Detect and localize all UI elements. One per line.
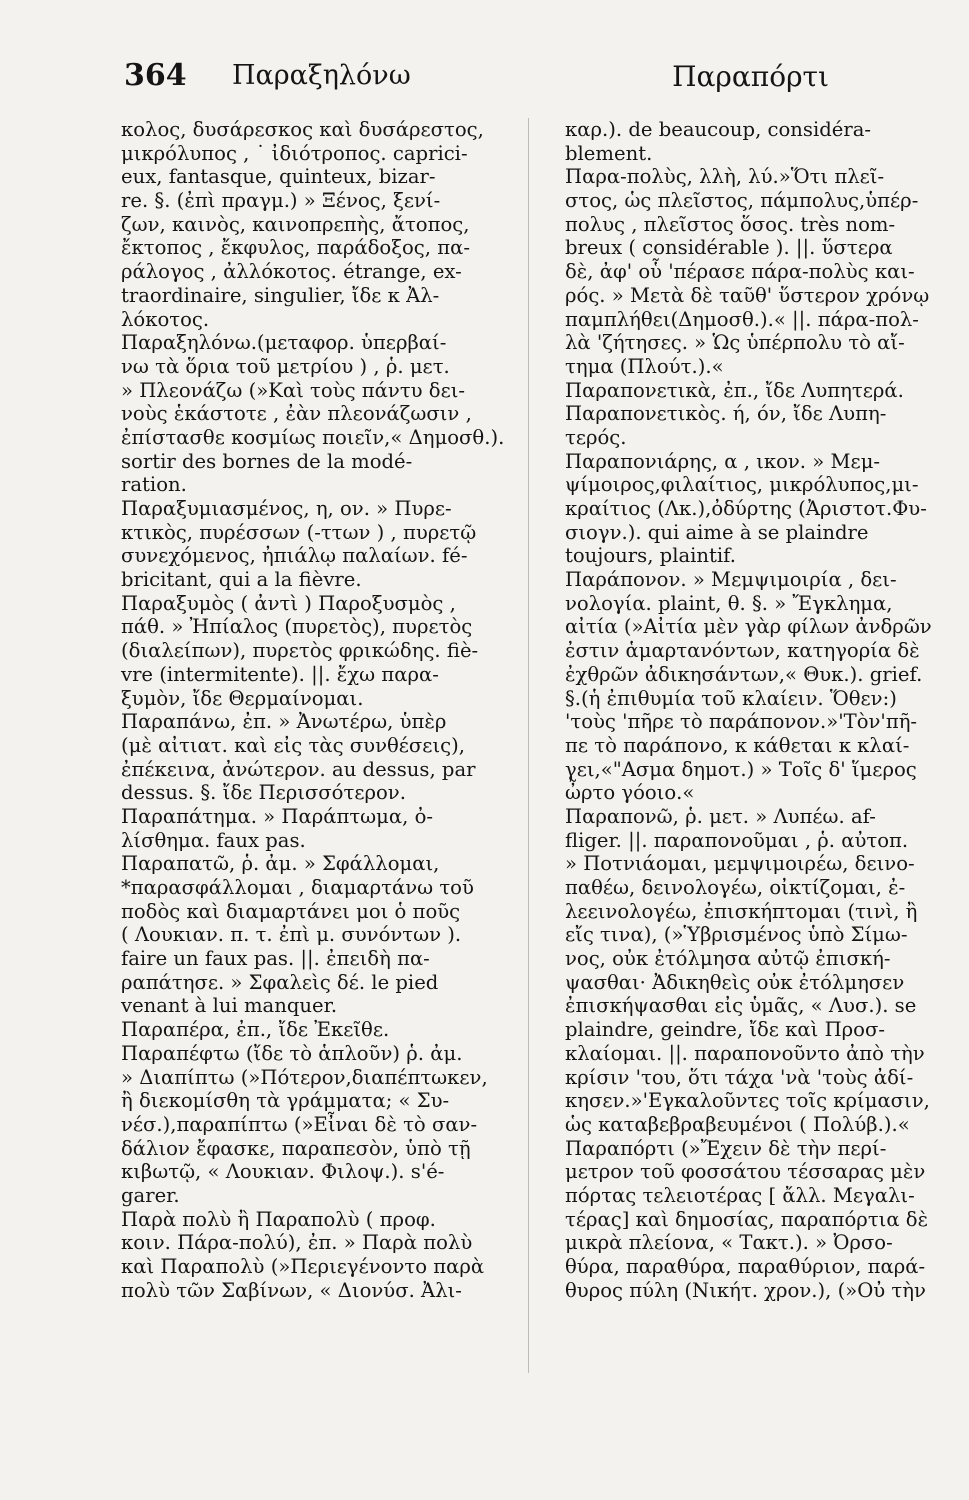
text-line: νος, οὐκ ἐτόλμησα αὐτῷ ἐπισκή- bbox=[565, 947, 891, 971]
text-line: πάθ. » Ἠπίαλος (πυρετὸς), πυρετὸς bbox=[121, 615, 473, 639]
text-line: fliger. ||. παραπονοῦμαι , ῥ. αὐτοπ. bbox=[565, 828, 909, 852]
text-line: ραπάτησε. » Σφαλεὶς δέ. le pied bbox=[121, 970, 439, 994]
text-line: Παραξηλόνω.(μεταφορ. ὑπερβαί- bbox=[121, 331, 447, 355]
text-line: νολογία. plaint, θ. §. » Ἔγκλημα, bbox=[565, 591, 893, 615]
text-line: λόκοτος. bbox=[121, 307, 210, 331]
text-line: » Πλεονάζω (»Καὶ τοὺς πάντυ δει- bbox=[121, 378, 466, 402]
left-running-head: Παραξηλόνω bbox=[232, 60, 411, 91]
text-line: faire un faux pas. ||. ἐπειδὴ πα- bbox=[121, 947, 430, 971]
text-line: παθέω, δεινολογέω, οἰκτίζομαι, ἐ- bbox=[565, 876, 906, 899]
left-column bbox=[121, 118, 506, 1302]
text-line: eux, fantasque, quinteux, bizar- bbox=[121, 165, 436, 189]
text-line: ration. bbox=[121, 473, 187, 497]
text-line: στος, ὡς πλεῖστος, πάμπολυς,ὑπέρ- bbox=[565, 189, 919, 213]
text-line: dessus. §. ἴδε Περισσότερον. bbox=[121, 781, 406, 805]
page-header bbox=[0, 58, 969, 108]
text-line: τερός. bbox=[565, 425, 627, 449]
right-running-head: Παραπόρτι bbox=[672, 60, 829, 93]
text-line: Παρὰ πολὺ ἢ Παραπολὺ ( προφ. bbox=[121, 1207, 436, 1231]
text-line: συνεχόμενος, ἠπιάλῳ παλαίων. fé- bbox=[121, 544, 468, 568]
text-line: (μὲ αἰτιατ. καὶ εἰς τὰς συνθέσεις), bbox=[121, 733, 465, 757]
text-line: (διαλείπων), πυρετὸς φρικώδης. fiè- bbox=[121, 639, 479, 663]
text-line: λίσθημα. faux pas. bbox=[121, 828, 306, 852]
text-line: πόρτας τελειοτέρας [ ἄλλ. Μεγαλι- bbox=[565, 1183, 915, 1207]
text-line: ἐχθρῶν ἀδικησάντων,« Θυκ.). grief. bbox=[565, 662, 923, 686]
text-line: Παραπάνω, ἐπ. » Ἀνωτέρω, ὑπὲρ bbox=[121, 710, 447, 734]
text-line: ἐπέκεινα, ἀνώτερον. au dessus, par bbox=[121, 757, 476, 781]
text-line: ὡς καταβεβραβευμένοι ( Πολύβ.).« bbox=[565, 1112, 910, 1136]
text-line: §.(ἡ ἐπιθυμία τοῦ κλαίειν. Ὅθεν:) bbox=[565, 686, 897, 710]
text-line: Παράπονον. » Μεμψιμοιρία , δει- bbox=[565, 568, 897, 592]
text-line: Παραπατῶ, ῥ. ἀμ. » Σφάλλομαι, bbox=[121, 852, 440, 876]
text-line: Παρα-πολὺς, λλὴ, λύ.»Ὅτι πλεῖ- bbox=[565, 165, 885, 189]
text-line: ἔκτοπος , ἔκφυλος, παράδοξος, πα- bbox=[121, 236, 470, 260]
text-line: θυρος πύλη (Νικήτ. χρον.), (»Οὐ τὴν bbox=[565, 1278, 926, 1302]
text-line: Παραξυμὸς ( ἀντὶ ) Παροξυσμὸς , bbox=[121, 591, 456, 615]
text-line: κολος, δυσάρεσκος καὶ δυσάρεστος, bbox=[121, 118, 484, 141]
text-line: Παραπέφτω (ἴδε τὸ ἁπλοῦν) ῥ. ἀμ. bbox=[121, 1041, 463, 1065]
text-line: καρ.). de beaucoup, considéra- bbox=[565, 118, 872, 141]
text-line: Παραπονετικὰ, ἐπ., ἴδε Λυπητερά. bbox=[565, 378, 904, 402]
text-line: ὦρτο γόοιο.« bbox=[565, 781, 695, 805]
text-line: re. §. (ἐπὶ πραγμ.) » Ξένος, ξενί- bbox=[121, 189, 441, 213]
text-line: μικρόλυπος , ˙ ἰδιότροπος. caprici- bbox=[121, 141, 468, 165]
text-line: κτικὸς, πυρέσσων (-ττων ) , πυρετῷ bbox=[121, 520, 477, 544]
text-line: Παραξυμιασμένος, η, ον. » Πυρε- bbox=[121, 497, 452, 520]
text-line: plaindre, geindre, ἴδε καὶ Προσ- bbox=[565, 1018, 885, 1042]
text-line: vre (intermitente). ||. ἔχω παρα- bbox=[121, 662, 439, 686]
text-line: breux ( considérable ). ||. ὕστερα bbox=[565, 236, 893, 260]
text-line: πε τὸ παράπονο, κ κάθεται κ κλαί- bbox=[565, 733, 910, 757]
text-line: Παραπονῶ, ῥ. μετ. » Λυπέω. af- bbox=[565, 804, 876, 828]
text-line: τημα (Πλούτ.).« bbox=[565, 354, 724, 378]
text-line: λεεινολογέω, ἐπισκήπτομαι (τινὶ, ἢ bbox=[565, 899, 918, 923]
text-line: Παραπόρτι (»Ἔχειν δὲ τὴν περί- bbox=[565, 1136, 887, 1160]
text-line: ρός. » Μετὰ δὲ ταῦθ' ὕστερον χρόνῳ bbox=[565, 283, 930, 307]
text-line: venant à lui manquer. bbox=[121, 994, 338, 1018]
text-line: toujours, plaintif. bbox=[565, 544, 736, 568]
text-line: σιογν.). qui aime à se plaindre bbox=[565, 520, 869, 544]
text-line: ψασθαι· Ἀδικηθεὶς οὐκ ἐτόλμησεν bbox=[565, 970, 905, 994]
text-line: 'τοὺς 'πῆρε τὸ παράπονον.»'Τὸν'πῆ- bbox=[565, 710, 918, 734]
text-line: garer. bbox=[121, 1183, 180, 1207]
text-line: μετρον τοῦ φοσσάτου τέσσαρας μὲν bbox=[565, 1160, 926, 1184]
text-line: κραίτιος (Λκ.),ὀδύρτης (Ἀριστοτ.Φυ- bbox=[565, 497, 927, 520]
text-line: ἐπίστασθε κοσμίως ποιεῖν,« Δημοσθ.). bbox=[121, 425, 505, 449]
text-line: κλαίομαι. ||. παραπονοῦντο ἀπὸ τὴν bbox=[565, 1041, 925, 1065]
text-line: ἢ διεκομίσθη τὰ γράμματα; « Συ- bbox=[121, 1089, 450, 1113]
text-line: ( Λουκιαν. π. τ. ἐπὶ μ. συνόντων ). bbox=[121, 923, 462, 947]
text-line: ράλογος , ἀλλόκοτος. étrange, ex- bbox=[121, 260, 462, 284]
text-line: θύρα, παραθύρα, παραθύριον, παρά- bbox=[565, 1255, 926, 1278]
text-line: ξυμὸν, ἴδε Θερμαίνομαι. bbox=[121, 686, 364, 710]
text-line: κησεν.»'Εγκαλοῦντες τοῖς κρίμασιν, bbox=[565, 1089, 930, 1113]
text-line: Παραπάτημα. » Παράπτωμα, ὀ- bbox=[121, 804, 433, 828]
text-line: ποδὸς καὶ διαμαρτάνει μοι ὁ ποῦς bbox=[121, 899, 461, 923]
text-line: ἐστιν ἁμαρτανόντων, κατηγορία δὲ bbox=[565, 639, 920, 663]
column-divider bbox=[528, 118, 529, 1373]
text-line: blement. bbox=[565, 141, 653, 165]
page-number: 364 bbox=[124, 58, 187, 93]
text-line: αἰτία (»Αἰτία μὲν γὰρ φίλων ἀνδρῶν bbox=[565, 615, 932, 639]
text-line: ἐπισκήψασθαι εἰς ὑμᾶς, « Λυσ.). se bbox=[565, 994, 917, 1018]
text-line: μικρὰ πλείονα, « Τακτ.). » Ὀρσο- bbox=[565, 1231, 893, 1255]
text-line: κοιν. Πάρα-πολύ), ἐπ. » Παρὰ πολὺ bbox=[121, 1231, 473, 1255]
right-column bbox=[565, 118, 950, 1302]
text-line: τέρας] καὶ δημοσίας, παραπόρτια δὲ bbox=[565, 1207, 929, 1231]
text-line: sortir des bornes de la modé- bbox=[121, 449, 413, 473]
text-line: ψίμοιρος,φιλαίτιος, μικρόλυπος,μι- bbox=[565, 473, 919, 497]
text-line: νέσ.),παραπίπτω (»Εἶναι δὲ τὸ σαν- bbox=[121, 1112, 478, 1136]
text-line: traordinaire, singulier, ἴδε κ Ἀλ- bbox=[121, 283, 440, 307]
text-line: νω τὰ ὅρια τοῦ μετρίου ) , ῥ. μετ. bbox=[121, 354, 450, 378]
text-line: ζων, καινὸς, καινοπρεπὴς, ἄτοπος, bbox=[121, 212, 470, 236]
text-line: λὰ 'ζήτησες. » Ὡς ὑπέρπολυ τὸ αἴ- bbox=[565, 331, 905, 355]
text-line: κρίσιν 'του, ὅτι τάχα 'νὰ 'τοὺς ἀδί- bbox=[565, 1065, 914, 1089]
text-line: εἴς τινα), (»Ὑβρισμένος ὑπὸ Σίμω- bbox=[565, 923, 908, 947]
text-line: δὲ, ἀφ' οὗ 'πέρασε πάρα-πολὺς και- bbox=[565, 260, 915, 284]
text-line: Παραπέρα, ἐπ., ἴδε Ἐκεῖθε. bbox=[121, 1018, 390, 1042]
text-line: παμπλήθει(Δημοσθ.).« ||. πάρα-πολ- bbox=[565, 307, 919, 331]
text-line: καὶ Παραπολὺ (»Περιεγένοντο παρὰ bbox=[121, 1255, 485, 1278]
text-line: νοὺς ἑκάστοτε , ἐὰν πλεονάζωσιν , bbox=[121, 402, 472, 426]
text-line: » Ποτνιάομαι, μεμψιμοιρέω, δεινο- bbox=[565, 852, 915, 876]
text-line: » Διαπίπτω (»Πότερον,διαπέπτωκεν, bbox=[121, 1065, 488, 1089]
text-line: *παρασφάλλομαι , διαμαρτάνω τοῦ bbox=[121, 876, 474, 899]
text-line: Παραπονετικὸς. ή, όν, ἴδε Λυπη- bbox=[565, 402, 887, 426]
text-line: γει,«"Ασμα δημοτ.) » Τοῖς δ' ἵμερος bbox=[565, 757, 917, 781]
text-line: δάλιον ἔφασκε, παραπεσὸν, ὑπὸ τῇ bbox=[121, 1136, 471, 1160]
text-line: Παραπονιάρης, α , ικον. » Μεμ- bbox=[565, 449, 881, 473]
text-line: πολὺ τῶν Σαβίνων, « Διονύσ. Ἀλι- bbox=[121, 1278, 462, 1302]
text-line: πολυς , πλεῖστος ὅσος. très nom- bbox=[565, 212, 896, 236]
text-line: bricitant, qui a la fièvre. bbox=[121, 568, 362, 592]
text-line: κιβωτῷ, « Λουκιαν. Φιλοψ.). s'é- bbox=[121, 1160, 445, 1184]
